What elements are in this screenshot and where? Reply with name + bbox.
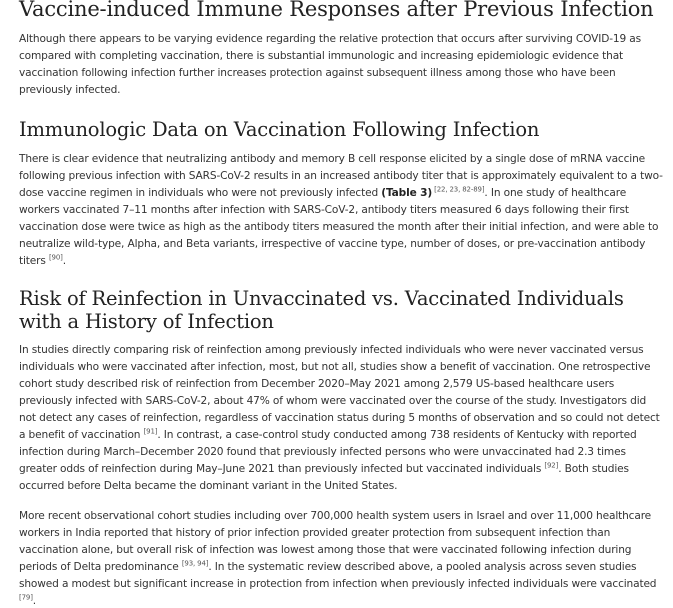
intro-paragraph: Although there appears to be varying evidence regarding the relative protection that occurs after surviving COVID-19 as compared with completing vaccination, there is substantial immunologic and increasing epidemiologic evidence that vaccination following infection further increases protection against subsequent illness among those who have been previously infected. — [19, 33, 641, 96]
reinfection-p1-text-b: . In contrast, a case-control study conducted among 738 residents of Kentucky with reported infection during March–December 2020 found that previously infected persons who were unvaccinated had 2.3 times greater odds of reinfection during May–June 2021 than previously infected but vaccinated individuals — [19, 429, 637, 475]
reinfection-p1-text-c: . Both studies occurred before Delta became the dominant variant in the United States. — [19, 463, 629, 492]
immunologic-text-c: . — [62, 255, 66, 267]
reinfection-paragraph-2 — [19, 508, 665, 608]
citation-79[interactable]: [79] — [19, 593, 33, 602]
citation-90[interactable]: [90] — [48, 253, 63, 262]
reinfection-p2-text-a: More recent observational cohort studies including over 700,000 health system users in Israel and over 11,000 healthcare workers in India reported that history of prior infection provided greater protection from subsequent infection than vaccination alone, but overall risk of infection was lowest among those that were vaccinated following infection during periods of Delta predominance — [19, 510, 652, 573]
section-heading-immunologic: Immunologic Data on Vaccination Following Infection — [19, 118, 540, 141]
immunologic-paragraph — [19, 151, 665, 270]
page-title: Vaccine-induced Immune Responses after Previous Infection — [19, 0, 654, 21]
immunologic-text-b: . In one study of healthcare workers vaccinated 7–11 months after infection with SARS-CoV-2, antibody titers measured 6 days following their first vaccination dose were twice as high as the antibody titers measured the month after their initial infection, and were able to neutralize wild-type, Alpha, and Beta variants, irrespective of vaccine type, number of doses, or pre-vaccination antibody titers — [19, 187, 659, 267]
citation-91[interactable]: [91] — [143, 427, 158, 436]
reinfection-paragraph-1 — [19, 342, 665, 495]
immunologic-text-a: There is clear evidence that neutralizing antibody and memory B cell response elicited by a single dose of mRNA vaccine following previous infection with SARS-CoV-2 results in an increased antibody titer that is approximately equivalent to a two-dose vaccine regimen in individuals who were not previously infected — [19, 153, 663, 199]
table-3-reference[interactable]: (Table 3) — [381, 187, 433, 199]
citation-22-89[interactable]: [22, 23, 82-89] — [432, 185, 485, 194]
reinfection-p2-text-b: . In the systematic review described above, a pooled analysis across seven studies showed a modest but significant increase in protection from infection when previously infected individuals were vaccinated — [19, 561, 657, 590]
reinfection-p1-text-a: In studies directly comparing risk of reinfection among previously infected individuals who were never vaccinated versus individuals who were vaccinated after infection, most, but not all, studies show a benefit of vaccination. One retrospective cohort study described risk of reinfection from December 2020–May 2021 among 2,579 US-based healthcare users previously infected with SARS-CoV-2, about 47% of whom were vaccinated over the course of the study. Investigators did not detect any cases of reinfection, regardless of vaccination status during 5 months of observation and so could not detect a benefit of vaccination — [19, 344, 660, 441]
section-heading-reinfection: Risk of Reinfection in Unvaccinated vs. Vaccinated Individuals with a History of Infection — [19, 287, 624, 333]
citation-92[interactable]: [92] — [544, 461, 559, 470]
citation-93-94[interactable]: [93, 94] — [181, 559, 209, 568]
reinfection-p2-text-c: . — [32, 595, 36, 607]
